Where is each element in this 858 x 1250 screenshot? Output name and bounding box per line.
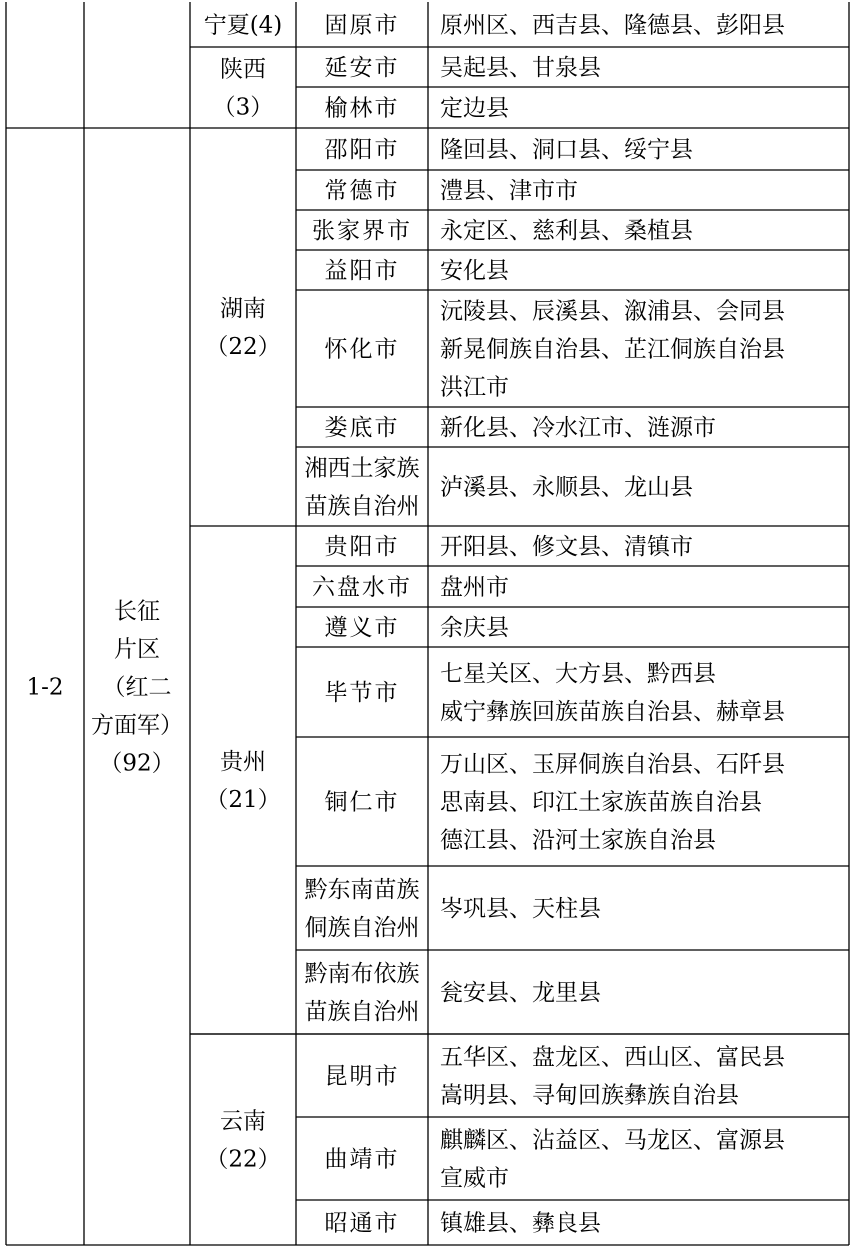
city-name: 湘西土家族 <box>304 455 420 482</box>
province-label: （22） <box>205 1146 281 1173</box>
city-name: 昭通市 <box>324 1210 400 1237</box>
city-name: 榆林市 <box>324 95 400 122</box>
city-name: 固原市 <box>324 12 400 39</box>
province-label: （22） <box>205 334 281 360</box>
city-name: 昆明市 <box>324 1063 400 1090</box>
county-list: 永定区、慈利县、桑植县 <box>440 218 693 244</box>
county-list: 盘州市 <box>440 574 509 601</box>
county-list: 瓮安县、龙里县 <box>440 980 601 1006</box>
county-list: 澧县、津市市 <box>440 178 578 204</box>
city-name: 苗族自治州 <box>304 999 420 1025</box>
city-name: 苗族自治州 <box>304 493 420 520</box>
province-label: 云南 <box>220 1108 266 1135</box>
city-name: 黔东南苗族 <box>304 877 420 903</box>
county-list: 宣威市 <box>440 1165 509 1192</box>
county-list: 新晃侗族自治县、芷江侗族自治县 <box>440 336 785 363</box>
table-cell-text <box>26 13 785 1237</box>
county-list: 洪江市 <box>440 374 509 401</box>
province-label: 贵州 <box>220 749 266 775</box>
county-list: 泸溪县、永顺县、龙山县 <box>440 474 693 501</box>
county-list: 定边县 <box>440 95 509 122</box>
city-name: 常德市 <box>324 178 400 204</box>
county-list: 开阳县、修文县、清镇市 <box>440 534 693 560</box>
city-name: 怀化市 <box>324 336 400 363</box>
city-name: 益阳市 <box>324 258 400 284</box>
county-list: 五华区、盘龙区、西山区、富民县 <box>440 1044 785 1071</box>
city-name: 黔南布依族 <box>304 961 420 987</box>
province-label: 湖南 <box>220 296 266 322</box>
city-name: 张家界市 <box>312 218 412 244</box>
county-list: 思南县、印江土家族苗族自治县 <box>440 789 762 816</box>
county-list: 安化县 <box>440 258 509 284</box>
county-list: 岑巩县、天柱县 <box>440 896 601 922</box>
group-name: 长征 <box>114 598 160 625</box>
county-list: 麒麟区、沾益区、马龙区、富源县 <box>440 1127 785 1154</box>
city-name: 贵阳市 <box>324 534 400 560</box>
province-label: 宁夏(4) <box>203 12 283 39</box>
city-name: 娄底市 <box>324 415 400 441</box>
city-name: 毕节市 <box>324 680 400 706</box>
county-list: 原州区、西吉县、隆德县、彭阳县 <box>440 12 785 39</box>
group-name: 方面军） <box>91 712 183 739</box>
county-list: 沅陵县、辰溪县、溆浦县、会同县 <box>440 298 785 325</box>
county-list: 七星关区、大方县、黔西县 <box>440 661 716 687</box>
county-list: 万山区、玉屏侗族自治县、石阡县 <box>440 751 785 778</box>
province-label: （21） <box>205 787 281 813</box>
county-list: 新化县、冷水江市、涟源市 <box>440 415 716 441</box>
group-name: （红二 <box>102 674 172 701</box>
group-id: 1-2 <box>26 674 64 701</box>
county-list: 德江县、沿河土家族自治县 <box>440 827 716 854</box>
city-name: 邵阳市 <box>324 137 400 163</box>
city-name: 铜仁市 <box>324 789 400 816</box>
city-name: 延安市 <box>324 55 400 81</box>
province-label: （3） <box>212 94 274 121</box>
group-name: 片区 <box>114 636 160 663</box>
province-label: 陕西 <box>220 56 266 83</box>
county-list: 余庆县 <box>440 615 509 641</box>
county-list: 镇雄县、彝良县 <box>440 1210 601 1237</box>
county-list: 隆回县、洞口县、绥宁县 <box>440 137 693 163</box>
county-list: 吴起县、甘泉县 <box>440 55 601 81</box>
county-list: 威宁彝族回族苗族自治县、赫章县 <box>440 699 785 725</box>
city-name: 侗族自治州 <box>304 915 420 941</box>
city-name: 六盘水市 <box>312 574 412 601</box>
county-list: 嵩明县、寻甸回族彝族自治县 <box>440 1082 739 1109</box>
group-name: （92） <box>99 750 175 777</box>
city-name: 遵义市 <box>324 615 400 641</box>
city-name: 曲靖市 <box>324 1146 400 1173</box>
